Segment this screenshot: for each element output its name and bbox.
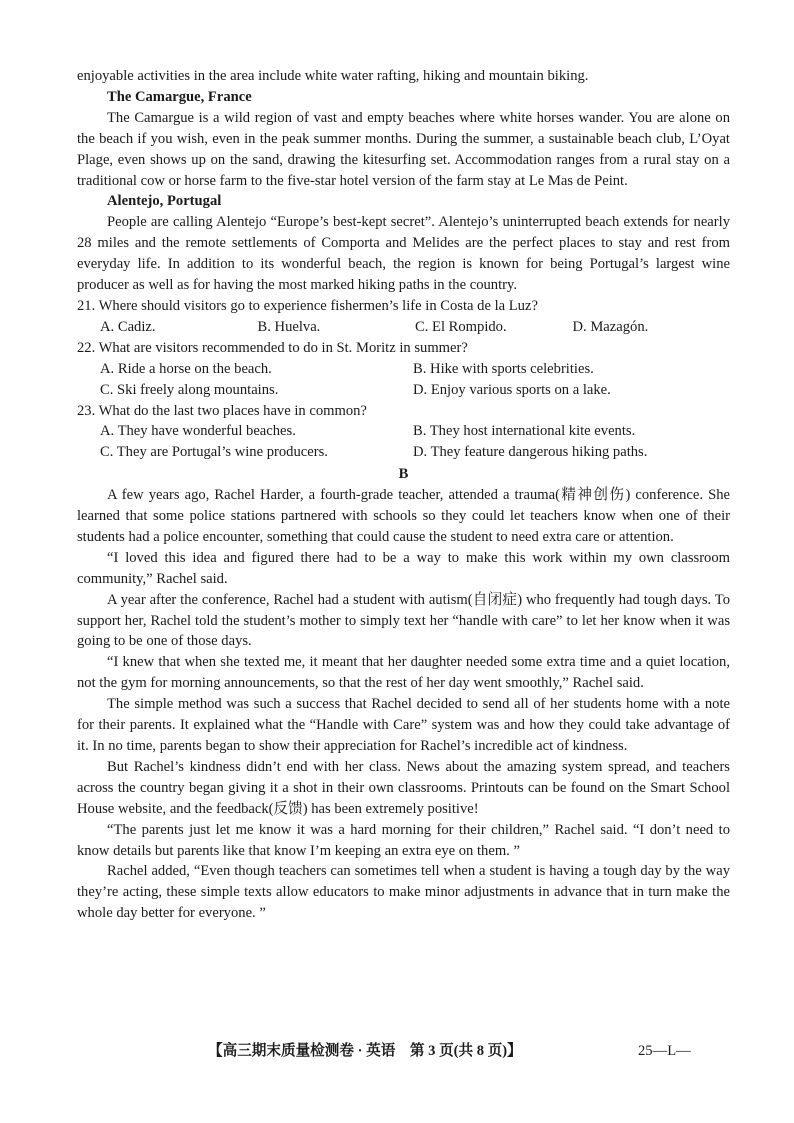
- option-b: B. Hike with sports celebrities.: [413, 360, 594, 377]
- question-22: 22. What are visitors recommended to do in St. Moritz in summer?: [77, 339, 468, 356]
- passage-b-paragraph: The simple method was such a success that Rachel decided to send all of her students home with a note for their parents. It explained what the “Handle with Care” system was and how they could take advantage of it. In no time, parents began to show their appreciation for Rachel’s incredible act of kindness.: [77, 696, 730, 754]
- alentejo-title: Alentejo, Portugal: [107, 193, 222, 210]
- passage-b-paragraph: “I loved this idea and figured there had to be a way to make this work within my own classroom community,” Rachel said.: [77, 549, 730, 587]
- passage-b-paragraph: A few years ago, Rachel Harder, a fourth-grade teacher, attended a trauma(精神创伤) conference. She learned that some police stations partnered with schools so they could let teachers know when one of their students had a police encounter, something that could cause the student to need extra care or attention.: [77, 487, 730, 545]
- exam-page: [77, 66, 730, 924]
- option-a: A. Cadiz.: [100, 318, 156, 335]
- passage-b-paragraph: A year after the conference, Rachel had a student with autism(自闭症) who frequently had tough days. To support her, Rachel told the student’s mother to simply text her “handle with care” to let her know when it was going to be one of those days.: [77, 591, 730, 650]
- question-23-options-ab: [77, 421, 730, 442]
- passage-b-paragraph: But Rachel’s kindness didn’t end with her class. News about the amazing system spread, and teachers across the country began giving it a shot in their own classrooms. Printouts can be found on the Smart School House website, and the feedback(反馈) has been extremely positive!: [77, 758, 730, 817]
- option-a: A. Ride a horse on the beach.: [100, 360, 272, 377]
- question-23: 23. What do the last two places have in common?: [77, 402, 367, 419]
- camargue-title: The Camargue, France: [107, 88, 252, 105]
- passage-b-paragraph: Rachel added, “Even though teachers can sometimes tell when a student is having a tough day by the way they’re acting, these simple texts allow educators to make minor adjustments in advance that in turn make the whole day better for everyone. ”: [77, 863, 730, 922]
- option-d: D. They feature dangerous hiking paths.: [413, 444, 648, 461]
- footer-code: 25—L—: [638, 1043, 691, 1059]
- section-b-heading: B: [398, 466, 409, 483]
- option-b: B. They host international kite events.: [413, 423, 636, 440]
- option-c: C. El Rompido.: [415, 318, 507, 335]
- footer-title: 【高三期末质量检测卷 · 英语 第 3 页(共 8 页)】: [208, 1043, 522, 1059]
- question-22-options-ab: [77, 359, 730, 380]
- question-22-options-cd: [77, 380, 730, 401]
- option-b: B. Huelva.: [257, 318, 321, 335]
- page-footer: [208, 1041, 728, 1062]
- passage-b-paragraph: “I knew that when she texted me, it meant that her daughter needed some extra time and a quiet location, not the gym for morning announcements, so that the rest of her day went smoothly,” Rachel said.: [77, 654, 730, 692]
- question-21: 21. Where should visitors go to experience fishermen’s life in Costa de la Luz?: [77, 297, 538, 314]
- question-21-options: [77, 317, 730, 338]
- option-d: D. Mazagón.: [572, 318, 649, 335]
- intro-tail: enjoyable activities in the area include white water rafting, hiking and mountain biking.: [77, 68, 589, 84]
- camargue-text: The Camargue is a wild region of vast and empty beaches where white horses wander. You are alone on the beach if you wish, even in the peak summer months. During the summer, a sustainable beach club, L’Oyat Plage, even shows up on the sand, drawing the kitesurfing set. Accommodation ranges from a rural stay on a traditional cow or horse farm to the five-star hotel version of the farm stay at Le Mas de Peint.: [77, 109, 730, 189]
- option-a: A. They have wonderful beaches.: [100, 423, 296, 440]
- passage-b-paragraph: “The parents just let me know it was a hard morning for their children,” Rachel said. “I don’t need to know details but parents like that know I’m keeping an extra eye on them. ”: [77, 821, 730, 859]
- question-23-options-cd: [77, 442, 730, 463]
- alentejo-text: People are calling Alentejo “Europe’s best-kept secret”. Alentejo’s uninterrupted beach extends for nearly 28 miles and the remote settlements of Comporta and Melides are the perfect places to stay and rest from everyday life. In addition to its wonderful beach, the region is known for being Portugal’s largest wine producer as well as for having the most marked hiking paths in the country.: [77, 214, 730, 294]
- option-c: C. They are Portugal’s wine producers.: [100, 444, 328, 461]
- option-c: C. Ski freely along mountains.: [100, 381, 279, 398]
- option-d: D. Enjoy various sports on a lake.: [413, 381, 611, 398]
